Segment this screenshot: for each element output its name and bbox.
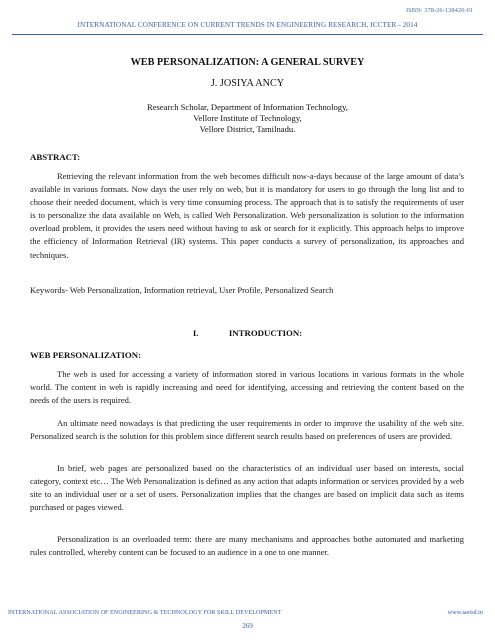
conference-header: INTERNATIONAL CONFERENCE ON CURRENT TRENDS IN ENGINEERING RESEARCH, ICCTER - 2014 bbox=[77, 21, 418, 29]
paper-title: WEB PERSONALIZATION: A GENERAL SURVEY bbox=[130, 57, 365, 68]
intro-paragraph: An ultimate need nowadays is that predicting the user requirements in order to improve the usability of the web site. Personalized search is the solution for this problem since different search results based on preferences of users are provided. bbox=[30, 418, 464, 442]
page-number: 269 bbox=[242, 622, 253, 630]
section-title: INTRODUCTION: bbox=[228, 328, 303, 338]
footer-website: www.iaetsd.in bbox=[447, 609, 483, 616]
affiliation-line: Vellore Institute of Technology, bbox=[193, 113, 302, 123]
affiliation-line: Vellore District, Tamilnadu. bbox=[199, 124, 296, 134]
header-divider bbox=[12, 34, 483, 35]
author-affiliation bbox=[0, 102, 495, 135]
paper-author: J. JOSIYA ANCY bbox=[210, 78, 285, 89]
section-number: I. bbox=[192, 328, 199, 338]
keywords-line: Keywords- Web Personalization, Information retrieval, User Profile, Personalized Search bbox=[30, 285, 334, 295]
footer-association: INTERNATIONAL ASSOCIATION OF ENGINEERING & TECHNOLOGY FOR SKILL DEVELOPMENT bbox=[8, 609, 282, 616]
introduction-heading bbox=[0, 328, 495, 338]
abstract-paragraph: Retrieving the relevant information from the web becomes difficult now-a-days because of the large amount of data’s available in various formats. Now days the user rely on web, but it is mandatory for users to go through the long list and to choose their needed document, which is very time consuming process. The approach that is to satisfy the requirements of user is to personalize the data available on Web, is called Web Personalization. Web personalization is solution to the information overload problem, it provides the users need without having to ask or search for it explicitly. This approach helps to improve the efficiency of Information Retrieval (IR) systems. This paper conducts a survey of personalization, its approaches and techniques. bbox=[30, 171, 464, 260]
intro-paragraph: Personalization is an overloaded term: there are many mechanisms and approaches bothe automated and marketing rules controlled, whereby content can be focused to an audience in a one to one manner. bbox=[30, 534, 464, 558]
affiliation-line: Research Scholar, Department of Information Technology, bbox=[147, 102, 348, 112]
abstract-heading: ABSTRACT: bbox=[30, 152, 81, 162]
isbn-label: ISBN: 378-26-138420-01 bbox=[406, 7, 473, 14]
intro-paragraph: In brief, web pages are personalized based on the characteristics of an individual user based on interests, social category, context etc… The Web Personalization is defined as any action that adapts information or services provided by a web site to an individual user or a set of users. Personalization implies that the changes are based on implicit data such as items purchased or pages viewed. bbox=[30, 463, 464, 513]
web-personalization-subheading: WEB PERSONALIZATION: bbox=[30, 350, 142, 360]
intro-paragraph: The web is used for accessing a variety of information stored in various locations in various formats in the whole world. The content in web is rapidly increasing and need for identifying, accessing and retrieving the content based on the needs of the users is required. bbox=[30, 369, 464, 406]
